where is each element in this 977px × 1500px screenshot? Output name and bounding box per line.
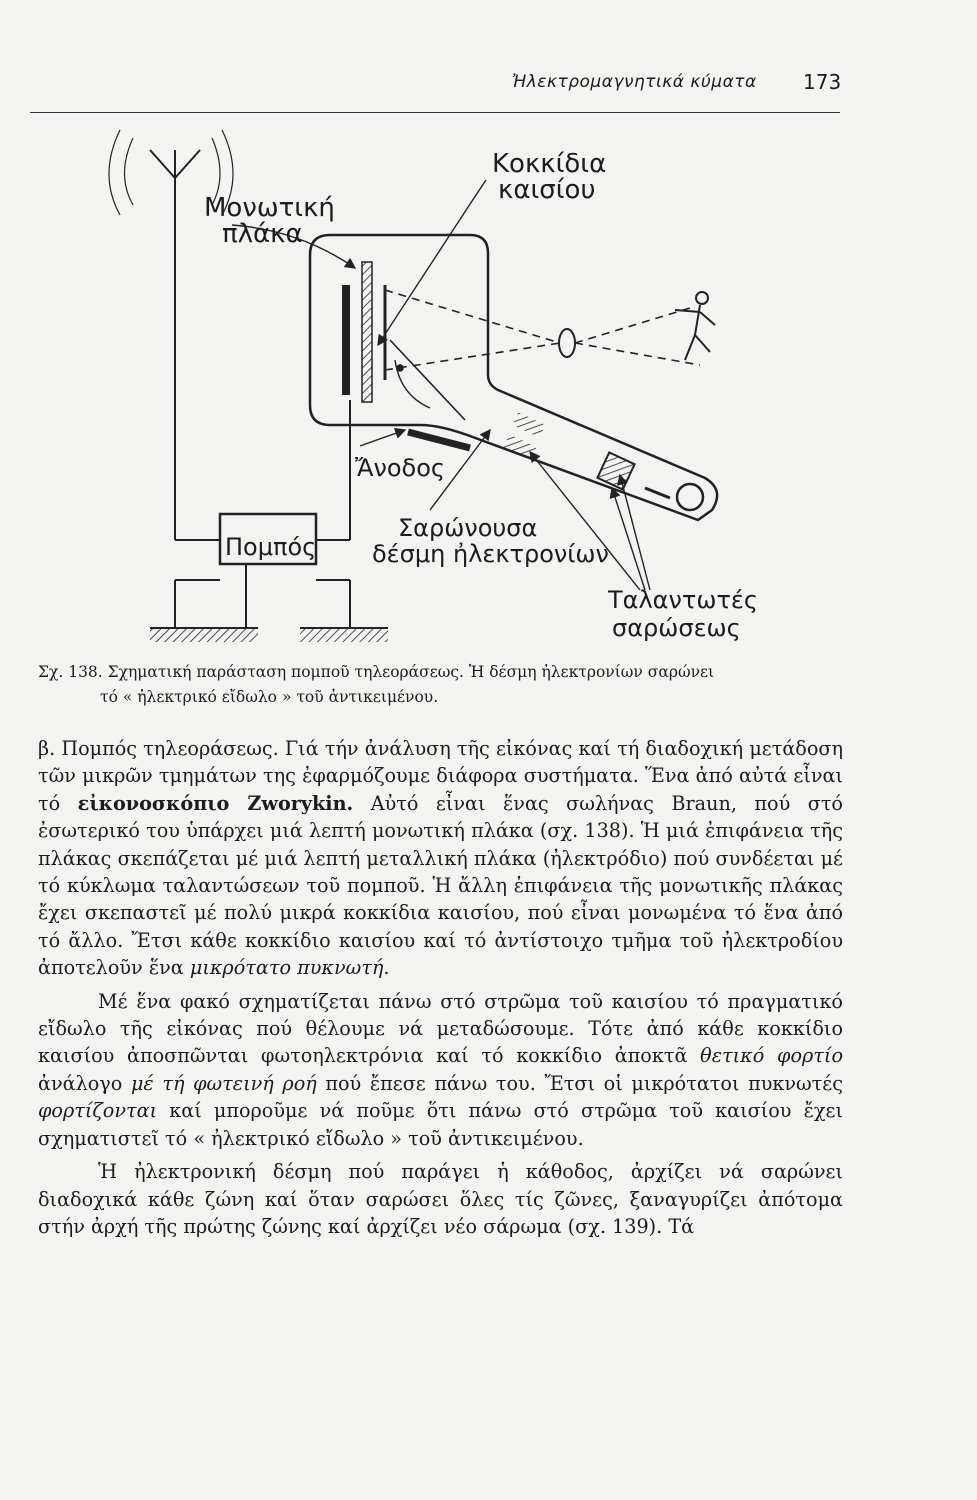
caption-text: Σχηματική παράσταση πομποῦ τηλεοράσεως. Ἡ δέσμη ἠλεκτρονίων σαρώνει — [107, 663, 715, 681]
label-cesium-1: Κοκκίδια — [492, 149, 607, 179]
p1-intro: β. Πομπός τηλεοράσεως. Γιά τήν ἀνάλυση τῆς εἰκόνας καί τή διαδοχική μετάδοση τῶν μικρῶν τμημάτων της ἐφαρμόζουμε διάφορα συστήματα. Ἕνα ἀπό αὐτά εἶναι τό — [38, 737, 843, 815]
p2-d: καί μποροῦμε νά ποῦμε ὅτι πάνω στό στρῶμα τοῦ καισίου ἔχει σχηματιστεῖ τό « ἠλεκτρικό εἴδωλο » τοῦ ἀντικειμένου. — [38, 1099, 843, 1150]
label-scan-1: Ταλαντωτές — [608, 586, 758, 614]
p2-a: Μέ ἕνα φακό σχηματίζεται πάνω στό στρῶμα τοῦ καισίου τό πραγματικό εἴδωλο τῆς εἰκόνας πού θέλουμε νά μεταδώσουμε. Τότε ἀπό κάθε κοκκίδιο καισίου ἀποσπῶνται φωτοηλεκτρόνια καί τό κοκκίδιο ἀποκτᾶ — [38, 989, 843, 1068]
label-transmitter: Πομπός — [225, 533, 317, 561]
paragraph-1 — [38, 735, 843, 982]
p2-italic-3: φορτίζονται — [38, 1099, 158, 1123]
ground-symbols — [150, 628, 388, 642]
header-rule — [30, 112, 840, 113]
wiring — [175, 400, 350, 628]
paragraph-2 — [38, 988, 843, 1152]
optics-and-beam — [385, 290, 700, 420]
running-header: Ἠλεκτρομαγνητικά κύματα — [512, 72, 757, 92]
p1-italic-term: μικρότατο πυκνωτή. — [189, 956, 390, 980]
label-insulating-1: Μονωτική — [204, 193, 335, 223]
label-insulating-2: πλάκα — [222, 219, 303, 249]
antenna — [109, 130, 233, 540]
body-text — [38, 735, 843, 1240]
p2-b: ἀνάλογο — [38, 1071, 131, 1095]
label-scan-2: σαρώσεως — [612, 614, 741, 642]
label-anode: Ἄνοδος — [355, 454, 445, 482]
caption-text-cont: τό « ἠλεκτρικό εἴδωλο » τοῦ ἀντικειμένου. — [100, 688, 439, 706]
label-beam-1: Σαρώνουσα — [398, 514, 538, 542]
figure-caption — [38, 660, 848, 710]
label-cesium-2: καισίου — [498, 175, 596, 205]
p1-bold-term: εἰκονοσκόπιο Zworykin. — [77, 791, 354, 815]
figure-labels — [204, 149, 758, 642]
anode-and-deflectors — [408, 412, 670, 498]
p1-rest: Αὐτό εἶναι ἕνας σωλήνας Braun, πού στό ἐσωτερικό του ὑπάρχει μιά λεπτή μονωτική πλάκα (σχ. 138). Ἡ μιά ἐπιφάνεια τῆς πλάκας σκεπάζεται μέ μιά λεπτή μεταλλική πλάκα (ἠλεκτρόδιο) πού συνδέεται μέ τό κύκλωμα ταλαντώσεων τοῦ πομποῦ. Ἡ ἄλλη ἐπιφάνεια τῆς μονωτικῆς πλάκας ἔχει σκεπαστεῖ μέ πολύ μικρά κοκκίδια καισίου, πού εἶναι μονωμένα τό ἕνα ἀπό τό ἄλλο. Ἔτσι κάθε κοκκίδιο καισίου καί τό ἀντίστοιχο τμῆμα τοῦ ἠλεκτροδίου ἀποτελοῦν ἕνα — [38, 791, 843, 980]
label-beam-2: δέσμη ἠλεκτρονίων — [372, 540, 609, 568]
p2-italic-1: θετικό φορτίο — [700, 1044, 843, 1068]
paragraph-3: Ἡ ἠλεκτρονική δέσμη πού παράγει ἡ κάθοδος, ἀρχίζει νά σαρώνει διαδοχικά κάθε ζώνη καί ὅταν σαρώσει ὅλες τίς ζῶνες, ξαναγυρίζει ἀπότομα στήν ἀρχή τῆς πρώτης ζώνης καί ἀρχίζει νέο σάρωμα (σχ. 139). Τά — [38, 1160, 843, 1238]
p2-italic-2: μέ τή φωτεινή ροή — [130, 1071, 317, 1095]
tv-transmitter-diagram — [0, 115, 977, 655]
person-figure — [675, 292, 715, 360]
caption-number: Σχ. 138. — [38, 663, 103, 681]
p2-c: πού ἔπεσε πάνω του. Ἔτσι οἱ μικρότατοι πυκνωτές — [316, 1071, 843, 1095]
page-number: 173 — [803, 70, 842, 94]
plates — [342, 262, 385, 402]
